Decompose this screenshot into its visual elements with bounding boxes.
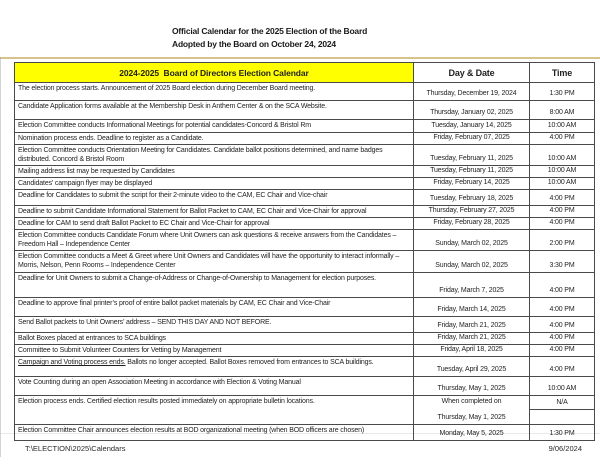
event-date-line1: Thursday, January 02, 2025: [430, 108, 513, 116]
table-row: [15, 298, 595, 317]
event-description-text: Mailing address list may be requested by Candidates: [18, 168, 175, 175]
table-row: [15, 133, 595, 145]
event-date-line1: Sunday, March 02, 2025: [435, 261, 508, 269]
event-description-text: Nomination process ends. Deadline to register as a Candidate.: [18, 135, 204, 142]
event-time-cell: [530, 298, 595, 317]
event-date-cell: [414, 120, 530, 133]
event-date-cell: [414, 101, 530, 120]
event-description-cell: [15, 396, 414, 425]
event-date-cell: [414, 377, 530, 396]
event-time-value: 10:00 AM: [547, 384, 577, 392]
event-date-line1: Friday, March 21, 2025: [437, 333, 506, 341]
event-description-cell: [15, 206, 414, 218]
event-date-line1: Tuesday, January 14, 2025: [431, 121, 512, 129]
event-date-line1: Sunday, March 02, 2025: [435, 239, 508, 247]
event-time-value: 10:00 AM: [547, 166, 577, 174]
table-row: [15, 166, 595, 178]
table-row: [15, 333, 595, 345]
time-column-header: Time: [530, 63, 595, 83]
event-time-value: 4:00 PM: [549, 206, 575, 214]
event-time-cell: [530, 218, 595, 230]
event-date-line1: Friday, February 28, 2025: [433, 218, 510, 226]
event-description-cell: [15, 178, 414, 190]
event-date-line1: Friday, February 07, 2025: [433, 133, 510, 141]
event-time-value: 1:30 PM: [549, 429, 575, 437]
event-description-cell: [15, 218, 414, 230]
table-row: [15, 145, 595, 166]
event-date-line1: Friday, March 7, 2025: [439, 286, 504, 294]
footer-file-path: T:\ELECTION\2025\Calendars: [25, 444, 126, 453]
scan-artifact-top-line: [0, 57, 600, 59]
event-time-cell: [530, 377, 595, 396]
event-date-cell: [414, 317, 530, 333]
table-row: [15, 83, 595, 101]
event-date-line2: Thursday, May 1, 2025: [437, 413, 506, 421]
event-time-cell: [530, 230, 595, 251]
event-time-cell: [530, 333, 595, 345]
event-time-value: 1:30 PM: [549, 89, 575, 97]
event-time-cell: [530, 251, 595, 273]
event-description-cell: [15, 377, 414, 396]
event-description-text: Vote Counting during an open Association Meeting in accordance with Election & Voting Manual: [18, 379, 301, 386]
table-row: [15, 377, 595, 396]
event-description-text: Election Committee conducts Orientation Meeting for Candidates. Candidate ballot positions determined, and name badges distributed. Concord & Bristol Room: [18, 147, 383, 163]
table-row: [15, 425, 595, 441]
event-time-value: 4:00 PM: [549, 133, 575, 141]
table-row: [15, 178, 595, 190]
event-time-value: 4:00 PM: [549, 321, 575, 329]
event-date-cell: [414, 345, 530, 357]
event-date-cell: [414, 218, 530, 230]
event-date-line1: Friday, March 21, 2025: [437, 321, 506, 329]
event-date-line1: Thursday, May 1, 2025: [437, 384, 506, 392]
event-date-cell: [414, 251, 530, 273]
event-time-value: 4:00 PM: [549, 365, 575, 373]
event-description-text: Election process ends. Certified election results posted immediately on appropriate bulletin locations.: [18, 398, 315, 405]
event-time-cell: [530, 83, 595, 101]
event-time-value: 8:00 AM: [549, 108, 575, 116]
event-time-value: 3:30 PM: [549, 261, 575, 269]
event-date-cell: [414, 133, 530, 145]
table-row: [15, 357, 595, 377]
event-date-cell: [414, 230, 530, 251]
event-time-value: 10:00 AM: [547, 121, 577, 129]
event-description-text: Deadline to submit Candidate Informational Statement for Ballot Packet to CAM, EC Chair and Vice-Chair for approval: [18, 208, 367, 215]
event-description-text: The election process starts. Announcement of 2025 Board election during December Board meeting.: [18, 85, 316, 92]
event-time-cell: [530, 101, 595, 120]
table-row: [15, 101, 595, 120]
event-time-value: 4:00 PM: [549, 194, 575, 202]
event-description-text: Deadline for Unit Owners to submit a Change-of-Address or Change-of-Ownership to Management for election purposes.: [18, 275, 376, 282]
day-date-column-header: Day & Date: [414, 63, 530, 83]
event-description-cell: [15, 190, 414, 206]
event-description-cell: [15, 230, 414, 251]
event-date-cell: [414, 396, 530, 425]
event-date-cell: [414, 178, 530, 190]
event-description-text: Deadline for Candidates to submit the script for their 2-minute video to the CAM, EC Chair and Vice-chair: [18, 192, 328, 199]
event-time-cell: [530, 345, 595, 357]
event-date-cell: [414, 273, 530, 298]
event-date-cell: [414, 357, 530, 377]
table-header-row: [15, 63, 595, 83]
title-line-2: Adopted by the Board on October 24, 2024: [172, 39, 336, 49]
event-time-value: 4:00 PM: [549, 333, 575, 341]
table-row: [15, 317, 595, 333]
event-description-underlined: Campaign and Voting process ends.: [18, 359, 126, 366]
table-row: [15, 273, 595, 298]
event-time-cell: [530, 190, 595, 206]
event-date-cell: [414, 206, 530, 218]
event-description-cell: [15, 120, 414, 133]
election-calendar-table: [14, 62, 595, 441]
event-time-value: 10:00 AM: [547, 154, 577, 162]
event-description-cell: [15, 166, 414, 178]
table-row: [15, 120, 595, 133]
event-description-cell: [15, 273, 414, 298]
table-row: [15, 396, 595, 425]
document-title: [172, 25, 367, 51]
event-time-cell: [530, 120, 595, 133]
event-date-line1: Thursday, February 27, 2025: [428, 206, 515, 214]
event-date-line1: Friday, February 14, 2025: [433, 178, 510, 186]
event-date-cell: [414, 166, 530, 178]
event-date-cell: [414, 298, 530, 317]
event-description-cell: [15, 101, 414, 120]
event-time-value: N/A: [530, 396, 594, 410]
event-description-cell: [15, 251, 414, 273]
event-time-cell: [530, 206, 595, 218]
event-description-cell: [15, 425, 414, 441]
event-description-cell: [15, 133, 414, 145]
event-description-cell: [15, 333, 414, 345]
event-date-cell: [414, 190, 530, 206]
event-time-value: 4:00 PM: [549, 286, 575, 294]
event-date-line1: Tuesday, April 29, 2025: [436, 365, 507, 373]
event-time-cell: [530, 166, 595, 178]
event-description-text: Election Committee conducts Candidate Forum where Unit Owners can ask questions & receive answers from the Candidates – Freedom Hall – Independence Center: [18, 232, 397, 248]
table-row: [15, 230, 595, 251]
event-date-line1: Monday, May 5, 2025: [439, 429, 504, 437]
event-description-text: Election Committee Chair announces election results at BOD organizational meeting (when BOD officers are chosen): [18, 427, 365, 434]
event-date-cell: [414, 333, 530, 345]
event-date-line1: When completed on: [441, 398, 502, 405]
event-date-cell: [414, 83, 530, 101]
title-line-1: Official Calendar for the 2025 Election of the Board: [172, 26, 368, 36]
event-description-text: Candidate Application forms available at the Membership Desk in Anthem Center & on the SCA Website.: [18, 103, 327, 110]
event-date-cell: [414, 425, 530, 441]
table-row: [15, 251, 595, 273]
event-time-value: 2:00 PM: [549, 239, 575, 247]
event-description-text: Send Ballot packets to Unit Owners’ address – SEND THIS DAY AND NOT BEFORE.: [18, 319, 272, 326]
event-description-text: Deadline for CAM to send draft Ballot Packet to EC Chair and Vice-Chair for approval: [18, 220, 270, 227]
event-description-text: Committee to Submit Volunteer Counters for Vetting by Management: [18, 347, 222, 354]
event-time-value: 4:00 PM: [549, 305, 575, 313]
event-description-cell: [15, 83, 414, 101]
event-date-line1: Friday, April 18, 2025: [440, 345, 503, 353]
scan-artifact-left-edge: [0, 57, 1, 457]
event-date-line1: Tuesday, February 18, 2025: [429, 194, 514, 202]
event-description-cell: [15, 298, 414, 317]
event-description-text: Election Committee conducts a Meet & Greet where Unit Owners and Candidates will have the opportunity to interact informally – Morris, Nelson, Penn Rooms – Independence Center: [18, 253, 400, 269]
event-time-cell: [530, 317, 595, 333]
event-time-cell: [530, 178, 595, 190]
footer-date: 9/06/2024: [548, 444, 582, 453]
table-row: [15, 345, 595, 357]
event-time-cell: [530, 425, 595, 441]
event-time-cell: [530, 357, 595, 377]
event-description-text: Election Committee conducts Informational Meetings for potential candidates-Concord & Bristol Rm: [18, 122, 311, 129]
event-time-value: 4:00 PM: [549, 218, 575, 226]
table-body: [15, 83, 595, 441]
event-description-text: Deadline to approve final printer’s proof of entire ballot packet materials by CAM, EC Chair and Vice-Chair: [18, 300, 331, 307]
event-date-cell: [414, 145, 530, 166]
event-date-line1: Thursday, December 19, 2024: [426, 89, 517, 97]
event-description-cell: [15, 317, 414, 333]
event-time-value: 4:00 PM: [549, 345, 575, 353]
calendar-title-header: 2024-2025 Board of Directors Election Calendar: [15, 63, 414, 83]
event-description-cell: [15, 145, 414, 166]
event-description-text: Candidates’ campaign flyer may be displayed: [18, 180, 153, 187]
event-date-line1: Friday, March 14, 2025: [437, 305, 506, 313]
event-description-cell: [15, 345, 414, 357]
event-time-cell: [530, 145, 595, 166]
event-time-cell: [530, 273, 595, 298]
event-description-text: Ballot Boxes placed at entrances to SCA buildings: [18, 335, 166, 342]
event-date-line1: Tuesday, February 11, 2025: [430, 166, 513, 174]
event-description-cell: [15, 357, 414, 377]
table-row: [15, 206, 595, 218]
event-date-line1: Tuesday, February 11, 2025: [430, 154, 513, 162]
table-row: [15, 190, 595, 206]
event-time-cell: [530, 133, 595, 145]
event-description-text: Ballots no longer accepted. Ballot Boxes removed from entrances to SCA buildings.: [125, 359, 374, 366]
event-time-cell: [530, 396, 595, 425]
table-row: [15, 218, 595, 230]
event-time-value: 10:00 AM: [547, 178, 577, 186]
